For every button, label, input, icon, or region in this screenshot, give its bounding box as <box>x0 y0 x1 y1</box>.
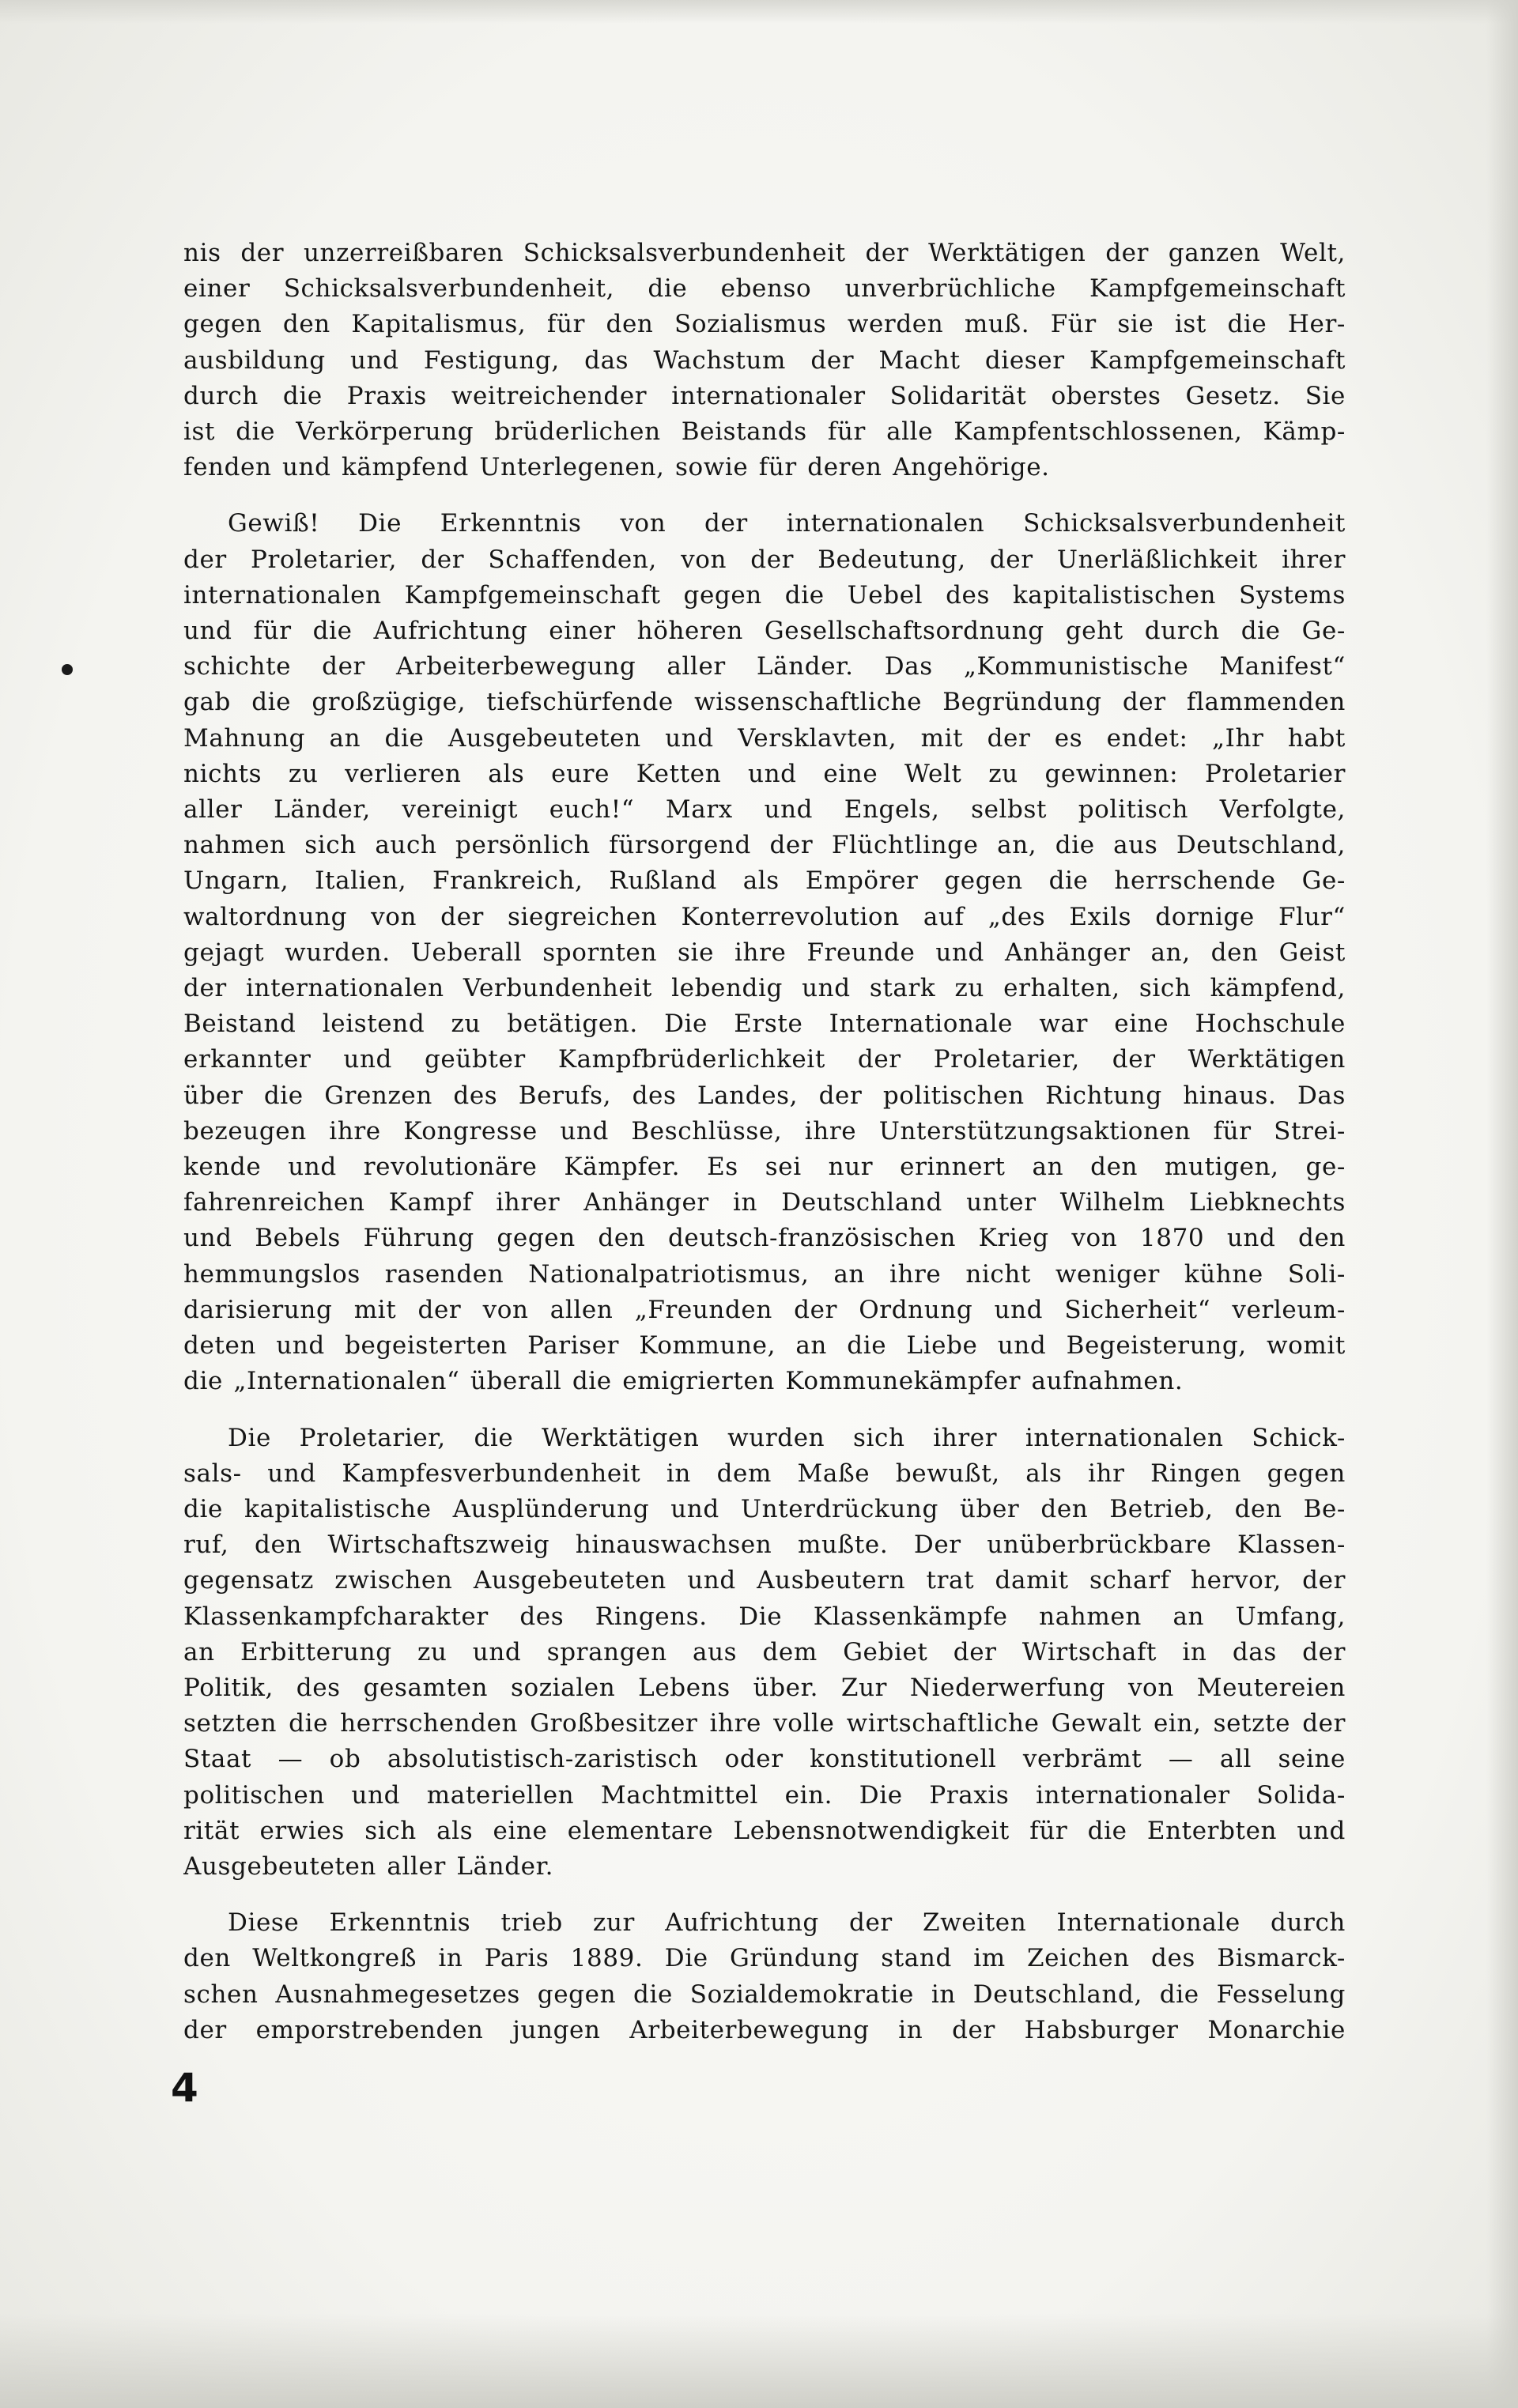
text-line: deten und begeisterten Pariser Kommune, an die Liebe und Begeisterung, womit <box>183 1331 1346 1361</box>
text-line: hemmungslos rasenden Nationalpatriotismus, an ihre nicht weniger kühne Soli- <box>183 1259 1346 1289</box>
scan-edge-right <box>1486 0 1518 2408</box>
text-line: setzten die herrschenden Großbesitzer ihre volle wirtschaftliche Gewalt ein, setzte der <box>183 1709 1346 1738</box>
text-line: der Proletarier, der Schaffenden, von der Bedeutung, der Unerläßlichkeit ihrer <box>183 545 1346 574</box>
scan-edge-bottom <box>0 2313 1518 2408</box>
text-line: gab die großzügige, tiefschürfende wissenschaftliche Begründung der flammenden <box>183 688 1346 717</box>
text-line: ruf, den Wirtschaftszweig hinauswachsen mußte. Der unüberbrückbare Klassen- <box>183 1530 1346 1560</box>
text-line: und Bebels Führung gegen den deutsch-französischen Krieg von 1870 und den <box>183 1224 1346 1253</box>
text-line: ausbildung und Festigung, das Wachstum der Macht dieser Kampfgemeinschaft <box>183 345 1346 375</box>
text-line: über die Grenzen des Berufs, des Landes, der politischen Richtung hinaus. Das <box>183 1081 1346 1110</box>
text-line: Staat — ob absolutistisch-zaristisch oder konstitutionell verbrämt — all seine <box>183 1745 1346 1774</box>
text-line: gegen den Kapitalismus, für den Sozialismus werden muß. Für sie ist die Her- <box>183 310 1346 339</box>
text-line: durch die Praxis weitreichender internationaler Solidarität oberstes Gesetz. Sie <box>183 381 1346 410</box>
text-line: erkannter und geübter Kampfbrüderlichkeit der Proletarier, der Werktätigen <box>183 1045 1346 1074</box>
text-line: Klassenkampfcharakter des Ringens. Die Klassenkämpfe nahmen an Umfang, <box>183 1602 1346 1631</box>
text-line: die kapitalistische Ausplünderung und Unterdrückung über den Betrieb, den Be- <box>183 1494 1346 1523</box>
text-line: der internationalen Verbundenheit lebendig und stark zu erhalten, sich kämpfend, <box>183 974 1346 1003</box>
text-line: darisierung mit der von allen „Freunden der Ordnung und Sicherheit“ verleum- <box>183 1295 1346 1324</box>
paragraph-2 <box>183 506 1346 1399</box>
text-line: Die Proletarier, die Werktätigen wurden sich ihrer internationalen Schick- <box>228 1423 1346 1452</box>
text-line: fahrenreichen Kampf ihrer Anhänger in Deutschland unter Wilhelm Liebknechts <box>183 1188 1346 1217</box>
text-line: sals- und Kampfesverbundenheit in dem Maße bewußt, als ihr Ringen gegen <box>183 1459 1346 1488</box>
text-line: die „Internationalen“ überall die emigrierten Kommunekämpfer aufnahmen. <box>183 1367 1184 1396</box>
text-line: internationalen Kampfgemeinschaft gegen die Uebel des kapitalistischen Systems <box>183 580 1346 610</box>
text-line: einer Schicksalsverbundenheit, die ebenso unverbrüchliche Kampfgemeinschaft <box>183 274 1346 304</box>
margin-speck <box>62 664 73 675</box>
page-number: 4 <box>171 2065 198 2111</box>
paragraph-3 <box>183 1421 1346 1885</box>
text-line: Ausgebeuteten aller Länder. <box>183 1851 554 1881</box>
text-line: waltordnung von der siegreichen Konterrevolution auf „des Exils dornige Flur“ <box>183 902 1346 931</box>
text-line: gejagt wurden. Ueberall spornten sie ihre Freunde und Anhänger an, den Geist <box>183 938 1346 967</box>
text-line: Beistand leistend zu betätigen. Die Erste Internationale war eine Hochschule <box>183 1010 1346 1039</box>
text-line: fenden und kämpfend Unterlegenen, sowie für deren Angehörige. <box>183 453 1050 482</box>
text-line: Politik, des gesamten sozialen Lebens über. Zur Niederwerfung von Meutereien <box>183 1673 1346 1702</box>
text-line: rität erwies sich als eine elementare Lebensnotwendigkeit für die Enterbten und <box>183 1816 1346 1845</box>
text-line: aller Länder, vereinigt euch!“ Marx und Engels, selbst politisch Verfolgte, <box>183 795 1346 825</box>
text-line: gegensatz zwischen Ausgebeuteten und Ausbeutern trat damit scharf hervor, der <box>183 1566 1346 1595</box>
paragraph-4 <box>183 1905 1346 2048</box>
body-text <box>183 236 1346 2069</box>
text-line: schen Ausnahmegesetzes gegen die Sozialdemokratie in Deutschland, die Fesselung <box>183 1980 1346 2009</box>
text-line: ist die Verkörperung brüderlichen Beistands für alle Kampfentschlossenen, Kämp- <box>183 417 1346 447</box>
text-line: kende und revolutionäre Kämpfer. Es sei nur erinnert an den mutigen, ge- <box>183 1153 1346 1182</box>
text-line: Gewiß! Die Erkenntnis von der internationalen Schicksalsverbundenheit <box>228 509 1346 538</box>
scan-edge-top <box>0 0 1518 24</box>
text-line: nahmen sich auch persönlich fürsorgend der Flüchtlinge an, die aus Deutschland, <box>183 831 1346 860</box>
text-line: bezeugen ihre Kongresse und Beschlüsse, ihre Unterstützungsaktionen für Strei- <box>183 1116 1346 1145</box>
text-line: an Erbitterung zu und sprangen aus dem Gebiet der Wirtschaft in das der <box>183 1637 1346 1666</box>
text-line: Ungarn, Italien, Frankreich, Rußland als Empörer gegen die herrschende Ge- <box>183 866 1346 896</box>
paragraph-1 <box>183 236 1346 485</box>
text-line: Diese Erkenntnis trieb zur Aufrichtung der Zweiten Internationale durch <box>228 1908 1346 1938</box>
text-line: nis der unzerreißbaren Schicksalsverbundenheit der Werktätigen der ganzen Welt, <box>183 239 1346 267</box>
text-line: nichts zu verlieren als eure Ketten und eine Welt zu gewinnen: Proletarier <box>183 759 1346 788</box>
text-line: und für die Aufrichtung einer höheren Gesellschaftsordnung geht durch die Ge- <box>183 617 1346 646</box>
text-line: den Weltkongreß in Paris 1889. Die Gründung stand im Zeichen des Bismarck- <box>183 1944 1346 1973</box>
text-line: schichte der Arbeiterbewegung aller Länder. Das „Kommunistische Manifest“ <box>183 652 1346 681</box>
text-line: Mahnung an die Ausgebeuteten und Versklavten, mit der es endet: „Ihr habt <box>183 723 1346 753</box>
text-line: der emporstrebenden jungen Arbeiterbewegung in der Habsburger Monarchie <box>183 2015 1346 2044</box>
text-line: politischen und materiellen Machtmittel ein. Die Praxis internationaler Solida- <box>183 1780 1346 1810</box>
